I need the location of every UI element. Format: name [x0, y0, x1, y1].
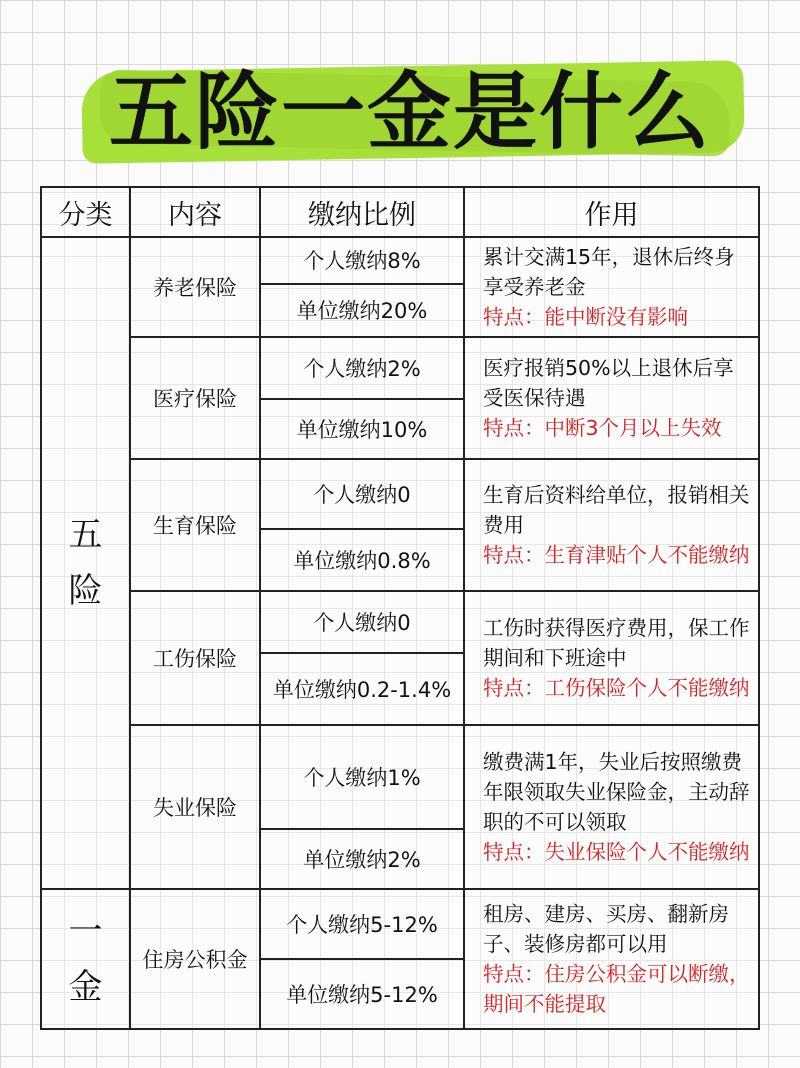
effect-cell: [464, 725, 759, 889]
category-wuxian: [41, 237, 130, 889]
item-name: 失业保险: [130, 725, 260, 889]
effect-note: 特点：工伤保险个人不能缴纳: [483, 676, 750, 700]
employer-rate: 单位缴纳10%: [260, 399, 464, 459]
item-name: 住房公积金: [130, 889, 260, 1029]
effect-desc: 缴费满1年，失业后按照缴费年限领取失业保险金，主动辞职的不可以领取: [483, 750, 750, 834]
personal-rate: 个人缴纳2%: [260, 337, 464, 399]
personal-rate: 个人缴纳1%: [260, 725, 464, 829]
title-banner: [60, 52, 760, 172]
effect-desc: 工伤时获得医疗费用，保工作期间和下班途中: [483, 616, 750, 670]
category-char: 金: [68, 967, 103, 1007]
table-row: [41, 725, 759, 829]
table-row: [41, 591, 759, 653]
effect-desc: 租房、建房、买房、翻新房子、装修房都可以用: [483, 902, 729, 956]
item-name: 工伤保险: [130, 591, 260, 725]
employer-rate: 单位缴纳0.2-1.4%: [260, 653, 464, 725]
header-effect: 作用: [464, 187, 759, 237]
personal-rate: 个人缴纳0: [260, 591, 464, 653]
header-row: [41, 187, 759, 237]
personal-rate: 个人缴纳5-12%: [260, 889, 464, 959]
table-row: [41, 337, 759, 399]
personal-rate: 个人缴纳8%: [260, 237, 464, 284]
effect-note: 特点：中断3个月以上失效: [483, 416, 722, 440]
item-name: 养老保险: [130, 237, 260, 337]
effect-note: 特点：能中断没有影响: [483, 305, 688, 329]
effect-desc: 医疗报销50%以上退休后享受医保待遇: [483, 356, 734, 410]
header-category: 分类: [41, 187, 130, 237]
personal-rate: 个人缴纳0: [260, 459, 464, 529]
header-content: 内容: [130, 187, 260, 237]
category-char: 五: [68, 515, 103, 555]
item-name: 生育保险: [130, 459, 260, 591]
employer-rate: 单位缴纳2%: [260, 829, 464, 889]
insurance-table: [40, 186, 760, 1030]
page-title: 五险一金是什么: [108, 63, 711, 161]
item-name: 医疗保险: [130, 337, 260, 459]
table-row: [41, 889, 759, 959]
effect-note: 特点：生育津贴个人不能缴纳: [483, 543, 750, 567]
employer-rate: 单位缴纳5-12%: [260, 959, 464, 1029]
category-char: 一: [68, 911, 103, 951]
effect-desc: 生育后资料给单位，报销相关费用: [483, 483, 750, 537]
effect-desc: 累计交满15年，退休后终身享受养老金: [483, 245, 735, 299]
category-char: 险: [68, 571, 103, 611]
effect-cell: [464, 337, 759, 459]
category-yijin: [41, 889, 130, 1029]
effect-cell: [464, 889, 759, 1029]
table-row: [41, 459, 759, 529]
effect-cell: [464, 237, 759, 337]
employer-rate: 单位缴纳0.8%: [260, 529, 464, 591]
effect-cell: [464, 591, 759, 725]
effect-note: 特点：住房公积金可以断缴，期间不能提取: [483, 962, 750, 1016]
header-rate: 缴纳比例: [260, 187, 464, 237]
effect-cell: [464, 459, 759, 591]
table-row: [41, 237, 759, 284]
effect-note: 特点：失业保险个人不能缴纳: [483, 840, 750, 864]
employer-rate: 单位缴纳20%: [260, 284, 464, 337]
